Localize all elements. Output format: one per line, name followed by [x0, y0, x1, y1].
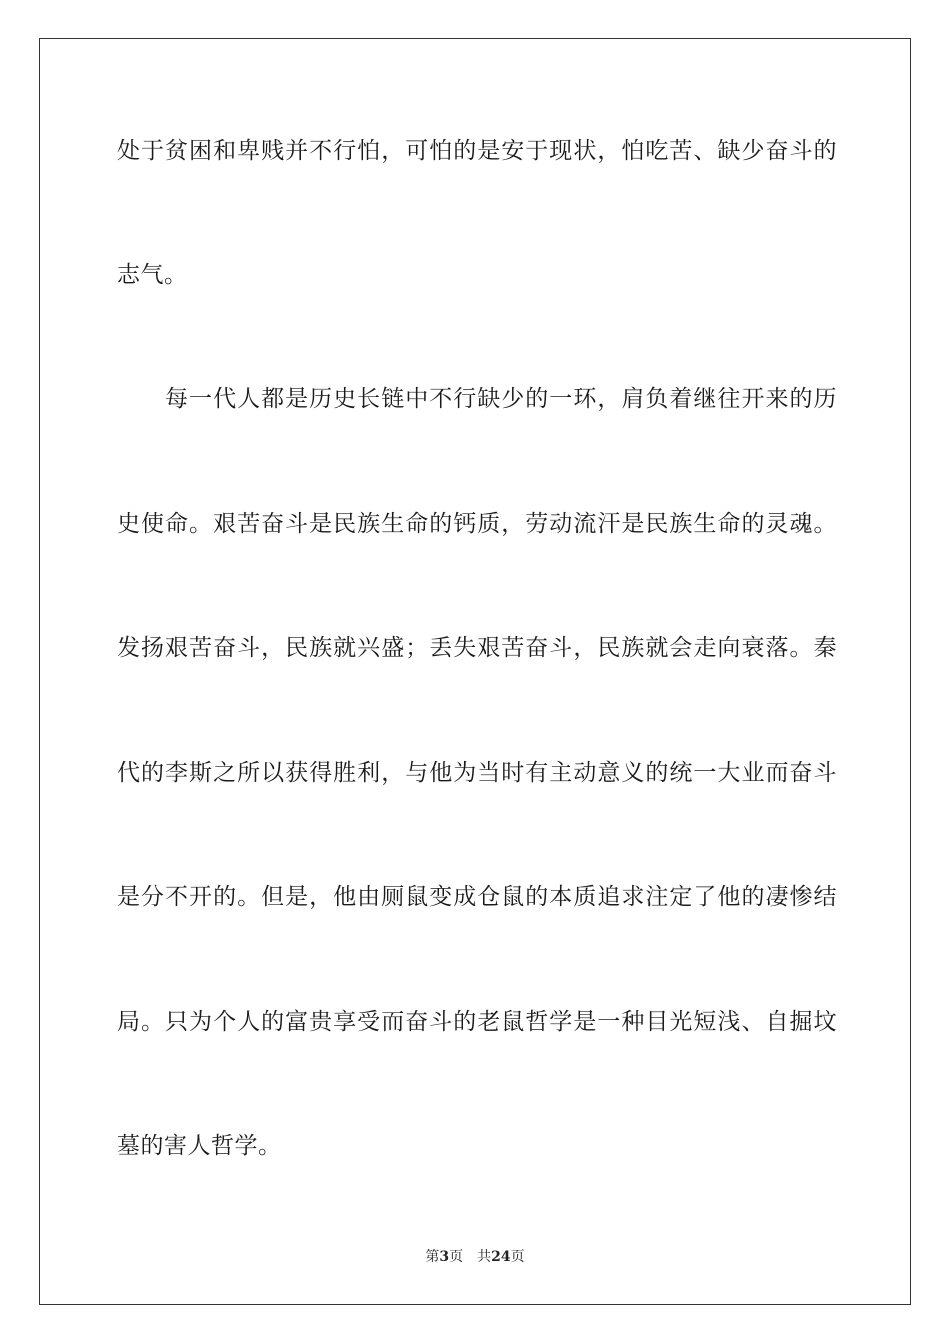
text-line-6: 代的李斯之所以获得胜利，与他为当时有主动意义的统一大业而奋斗 — [117, 760, 837, 786]
total-pages: 24 — [491, 1249, 511, 1265]
text-line-1: 处于贫困和卑贱并不行怕，可怕的是安于现状，怕吃苦、缺少奋斗的 — [117, 138, 837, 164]
page-number: 3 — [439, 1249, 450, 1265]
text-line-3: 每一代人都是历史长链中不行缺少的一环，肩负着继往开来的历 — [117, 386, 837, 412]
text-line-5: 发扬艰苦奋斗，民族就兴盛；丢失艰苦奋斗，民族就会走向衰落。秦 — [117, 635, 837, 661]
total-suffix: 页 — [510, 1249, 525, 1265]
text-line-2: 志气。 — [117, 262, 188, 288]
text-line-9: 墓的害人哲学。 — [117, 1133, 282, 1159]
text-line-8: 局。只为个人的富贵享受而奋斗的老鼠哲学是一种目光短浅、自掘坟 — [117, 1009, 837, 1035]
text-line-7: 是分不开的。但是，他由厕鼠变成仓鼠的本质追求注定了他的凄惨结 — [117, 884, 837, 910]
page-border — [39, 38, 911, 1305]
page-footer — [0, 1247, 950, 1267]
page-prefix: 第 — [425, 1249, 440, 1265]
page-suffix: 页 — [449, 1249, 464, 1265]
text-line-4: 史使命。艰苦奋斗是民族生命的钙质，劳动流汗是民族生命的灵魂。 — [117, 511, 837, 537]
total-prefix: 共 — [477, 1249, 492, 1265]
